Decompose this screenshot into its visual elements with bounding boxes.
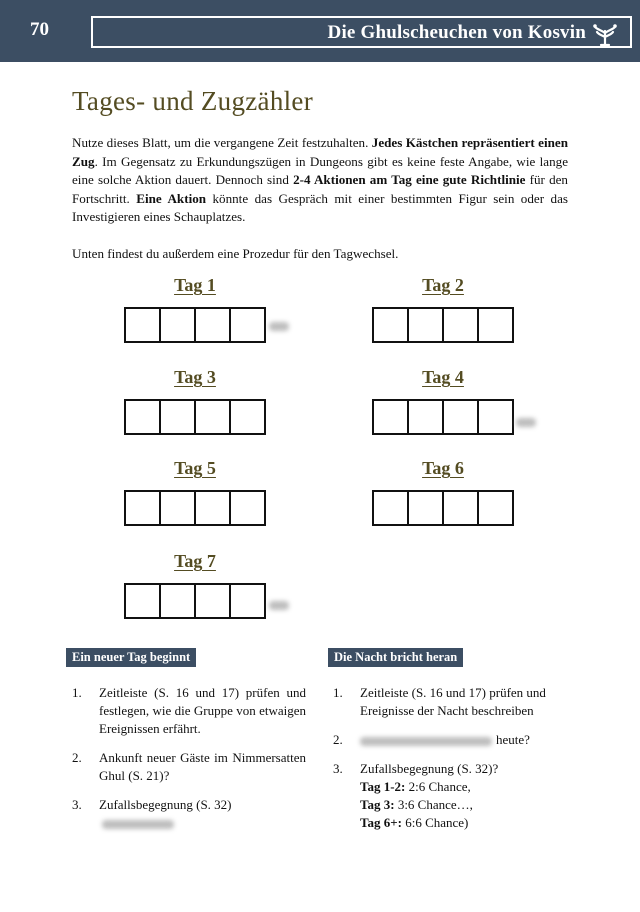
turn-box[interactable] — [161, 401, 196, 433]
book-title: Die Ghulscheuchen von Kosvin — [327, 22, 586, 43]
turn-box[interactable] — [126, 309, 161, 341]
day-label: Tag 4 — [422, 367, 464, 387]
turn-box[interactable] — [479, 492, 512, 524]
turn-box[interactable] — [231, 309, 264, 341]
list-item: 2. heute? — [333, 732, 530, 747]
day-counter-2 — [372, 273, 514, 343]
intro-paragraph-2: Unten findest du außerdem eine Prozedur für den Tagwechsel. — [72, 246, 399, 261]
new-day-section-title: Ein neuer Tag beginnt — [66, 648, 196, 667]
tree-emblem-icon — [592, 21, 618, 47]
turn-box[interactable] — [196, 309, 231, 341]
turn-box[interactable] — [161, 585, 196, 617]
turn-box[interactable] — [444, 492, 479, 524]
turn-box[interactable] — [444, 309, 479, 341]
list-item: 3. Zufallsbegegnung (S. 32)? Tag 1-2: 2:6 Chance, Tag 3: 3:6 Chance…, Tag 6+: 6:6 Chance) — [333, 760, 573, 832]
day-counter-4 — [372, 365, 514, 435]
chance-line: Tag 6+: 6:6 Chance) — [360, 815, 469, 830]
turn-box[interactable] — [231, 492, 264, 524]
day-label: Tag 7 — [174, 551, 216, 571]
page-header — [0, 0, 640, 62]
day-counter-5 — [124, 456, 266, 526]
turn-box[interactable] — [479, 401, 512, 433]
night-section-title: Die Nacht bricht heran — [328, 648, 463, 667]
chance-line: Tag 1-2: 2:6 Chance, — [360, 779, 471, 794]
list-item: 2. Ankunft neuer Gäste im Nimmersatten Ghul (S. 21)? — [72, 750, 306, 783]
turn-boxes — [372, 490, 514, 526]
turn-box[interactable] — [196, 401, 231, 433]
turn-boxes — [372, 307, 514, 343]
turn-box[interactable] — [161, 492, 196, 524]
turn-boxes — [124, 583, 266, 619]
turn-box[interactable] — [126, 401, 161, 433]
turn-box[interactable] — [374, 401, 409, 433]
redacted-note — [516, 418, 536, 427]
day-counter-6 — [372, 456, 514, 526]
turn-box[interactable] — [126, 585, 161, 617]
turn-box[interactable] — [409, 401, 444, 433]
turn-box[interactable] — [196, 492, 231, 524]
turn-box[interactable] — [231, 401, 264, 433]
intro-paragraph: Nutze dieses Blatt, um die vergangene Zeit festzuhalten. Jedes Kästchen repräsentiert einen Zug. Im Gegensatz zu Erkundungszügen in Dungeons gibt es keine feste Angabe, wie lange eine solche Aktion dauert. Dennoch sind 2-4 Aktionen am Tag eine gute Richtlinie für den Fortschritt. Eine Aktion könnte das Gespräch mit einer bestimmten Figur sein oder das Investigieren eines Schauplatzes. — [72, 135, 568, 224]
redacted-text — [360, 737, 492, 746]
day-label: Tag 6 — [422, 458, 464, 478]
page-title: Tages- und Zugzähler — [72, 86, 314, 116]
day-counter-1 — [124, 273, 266, 343]
turn-box[interactable] — [409, 492, 444, 524]
turn-boxes — [124, 399, 266, 435]
turn-box[interactable] — [374, 309, 409, 341]
day-label: Tag 1 — [174, 275, 216, 295]
turn-boxes — [124, 307, 266, 343]
turn-box[interactable] — [126, 492, 161, 524]
redacted-note — [269, 601, 289, 610]
turn-boxes — [372, 399, 514, 435]
turn-boxes — [124, 490, 266, 526]
day-label: Tag 2 — [422, 275, 464, 295]
turn-box[interactable] — [196, 585, 231, 617]
page-number: 70 — [30, 19, 49, 40]
redacted-text — [102, 820, 174, 829]
title-bar — [91, 16, 632, 48]
turn-box[interactable] — [231, 585, 264, 617]
turn-box[interactable] — [444, 401, 479, 433]
turn-box[interactable] — [161, 309, 196, 341]
chance-line: Tag 3: 3:6 Chance…, — [360, 797, 473, 812]
turn-box[interactable] — [374, 492, 409, 524]
day-label: Tag 5 — [174, 458, 216, 478]
day-counter-7 — [124, 549, 266, 619]
new-day-list — [72, 684, 306, 843]
turn-box[interactable] — [409, 309, 444, 341]
night-list — [333, 684, 573, 843]
day-label: Tag 3 — [174, 367, 216, 387]
list-item: 1. Zeitleiste (S. 16 und 17) prüfen und Ereignisse der Nacht beschreiben — [333, 685, 546, 718]
turn-box[interactable] — [479, 309, 512, 341]
day-counter-3 — [124, 365, 266, 435]
list-item: 1. Zeitleiste (S. 16 und 17) prüfen und festlegen, wie die Gruppe von etwaigen Ereignissen erfährt. — [72, 685, 306, 736]
redacted-note — [269, 322, 289, 331]
list-item: 3. Zufallsbegegnung (S. 32) — [72, 796, 306, 832]
